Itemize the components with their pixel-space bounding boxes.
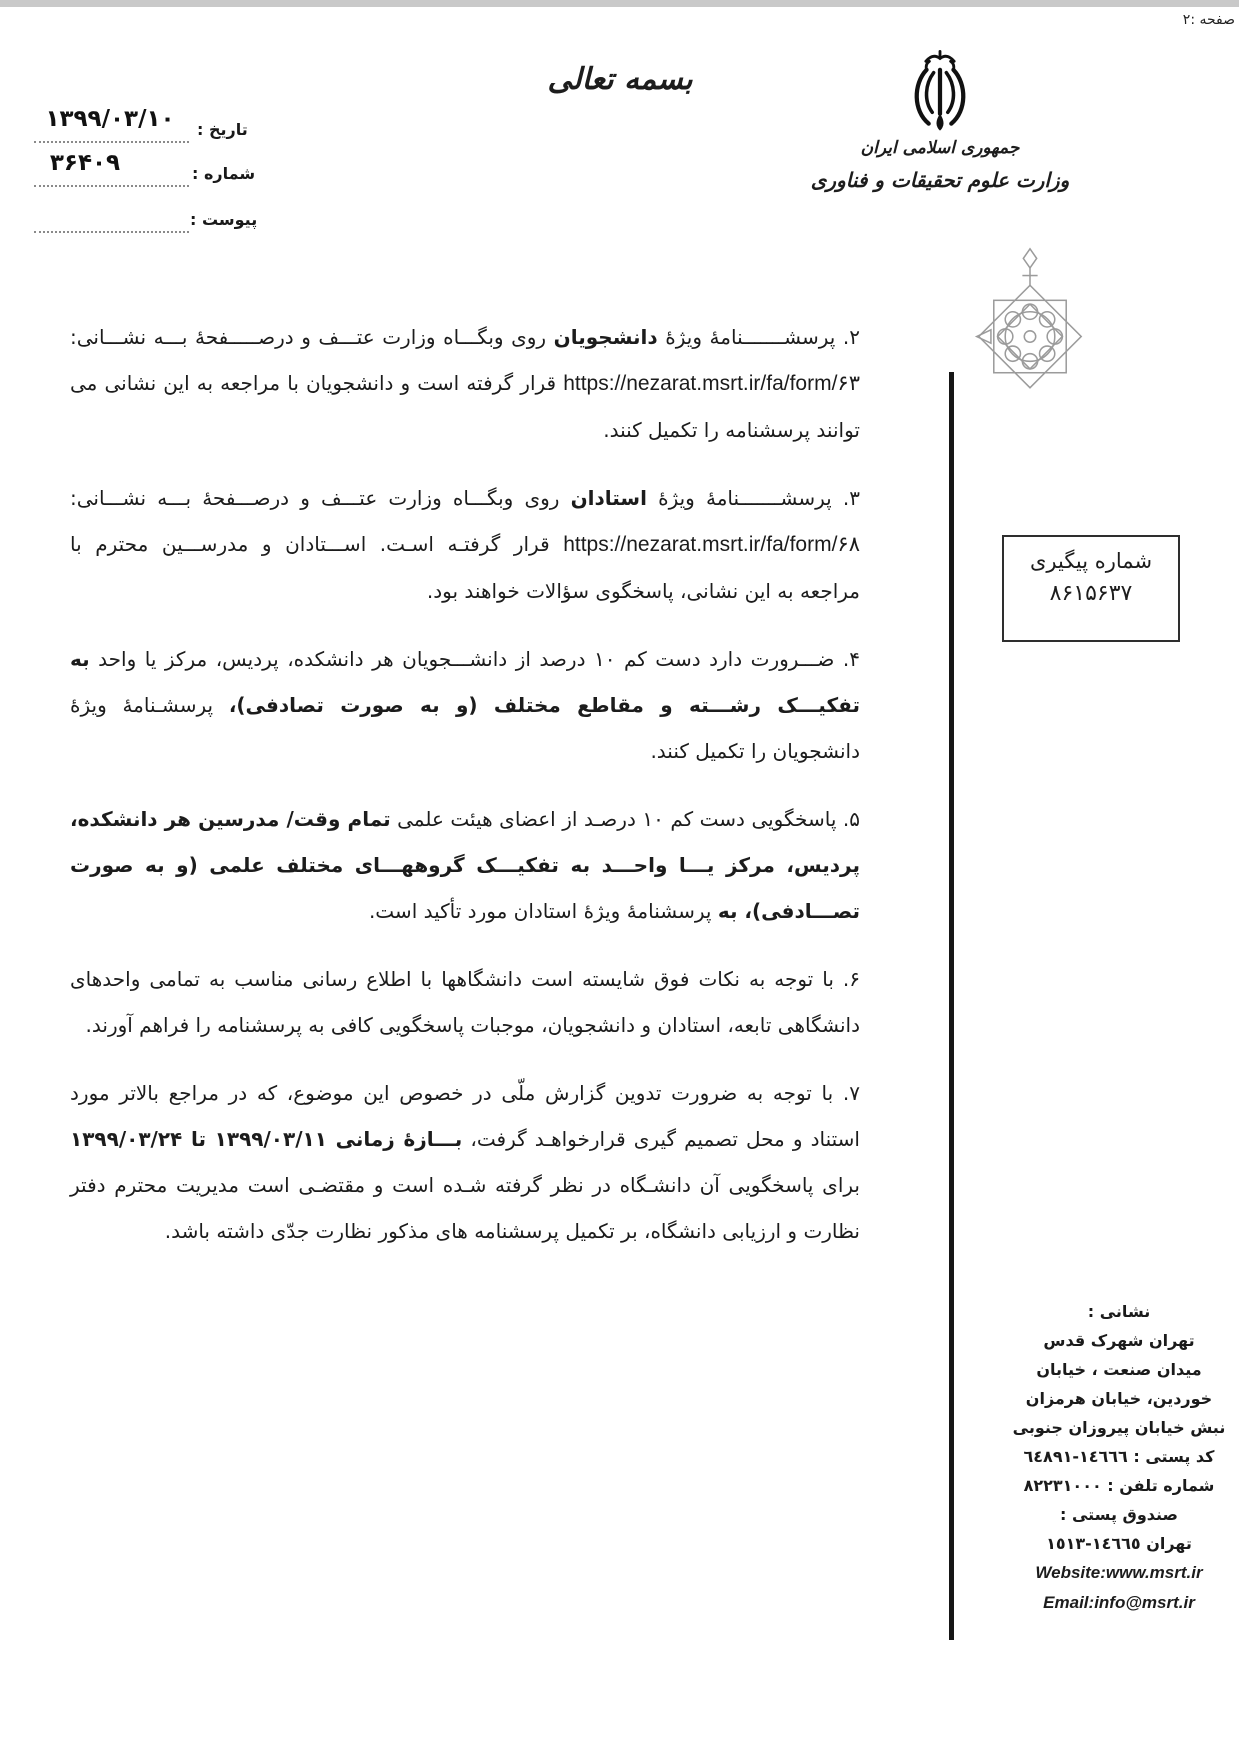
text-segment: ۲. پرسشـــــــنامۀ ویژۀ — [657, 325, 860, 349]
address-line — [1002, 1384, 1236, 1413]
text-segment: قرار گرفته است و دانشجویان با مراجعه به این نشانی می توانند پرسشنامه را تکمیل کنند. — [70, 371, 860, 442]
address-line — [1002, 1442, 1236, 1471]
text-segment: میدان صنعت ، خیابان — [1036, 1360, 1202, 1379]
footer-address-lines — [1002, 1297, 1236, 1558]
email-line: Email:info@msrt.ir — [1043, 1593, 1195, 1612]
paragraph — [70, 956, 860, 1048]
number-value: ۳۶۴۰۹ — [49, 150, 121, 176]
text-segment: صندوق پستی : — [1059, 1505, 1179, 1524]
number-dotted-line — [34, 185, 189, 187]
text-segment: دانشجویان — [553, 325, 658, 349]
text-segment: ۵. پاسخگویی دست کم ۱۰ درصـد از اعضای هیئت علمی — [390, 807, 860, 831]
tracking-box — [1002, 535, 1180, 642]
paragraph — [70, 1070, 860, 1254]
text-segment: برای پاسخگویی آن دانشـگاه در نظر گرفته شـده است و مقتضـی است مدیریت محترم دفتر نظارت و ارزیابی دانشگاه، بر تکمیل پرسشنامه های مذکور نظارت جدّی داشته باشد. — [70, 1173, 860, 1243]
attachment-label: پیوست : — [190, 210, 258, 229]
text-segment: استادان — [570, 486, 647, 510]
paragraph — [70, 796, 860, 934]
text-segment: روی وبگـــاه وزارت عتـــف و درصـــفحۀ بـــه نشـــانی: — [70, 486, 571, 510]
text-segment: تهران شهرک قدس — [1043, 1331, 1195, 1350]
text-segment: ۳. پرسشـــــــنامۀ ویژۀ — [646, 486, 860, 510]
address-line — [1002, 1326, 1236, 1355]
paragraph — [70, 475, 860, 614]
tracking-label: شماره پیگیری — [1029, 549, 1153, 573]
url-text: https://nezarat.msrt.ir/fa/form/۶۸ — [563, 533, 860, 556]
republic-title: جمهوری اسلامی ایران — [860, 138, 1020, 158]
text-segment: به تفکیـــک رشـــته و مقاطع مختلف (و به صورت تصادفی)، — [70, 647, 861, 717]
address-line — [1002, 1529, 1236, 1558]
text-segment: ۷. با توجه به ضرورت تدوین گزارش ملّی در خصوص این موضوع، که در مراجع بالاتر مورد استناد و محل تصمیم گیری قرارخواهـد گرفت، — [70, 1081, 860, 1151]
text-segment: نشانی : — [1087, 1302, 1151, 1321]
page-number-label: صفحه :۲ — [1182, 12, 1235, 28]
text-segment: ۴. ضـــرورت دارد دست کم ۱۰ درصد از دانشـــجویان هر دانشکده، پردیس، مرکز یا واحد — [89, 647, 860, 671]
text-segment: ١٤٦٦٥-١٥١٣ — [1046, 1534, 1141, 1553]
text-segment: شماره تلفن : — [1101, 1476, 1215, 1495]
footer-address — [1002, 1297, 1236, 1618]
text-segment: پرسشنامۀ ویژۀ استادان مورد تأکید است. — [368, 899, 718, 923]
bismillah-calligraphy: بسمه تعالی — [547, 62, 693, 97]
text-segment: ٨٢٢٣١٠٠٠ — [1023, 1476, 1102, 1495]
ministry-title: وزارت علوم تحقیقات و فناوری — [810, 168, 1070, 192]
address-line — [1002, 1297, 1236, 1326]
text-segment: کد پستی : — [1127, 1447, 1215, 1466]
text-segment: قرار گرفتـه اسـت. اســـتادان و مدرســـین محترم با مراجعه به این نشانی، پاسخگوی سؤالات خواهند بود. — [70, 532, 860, 603]
tracking-number: ۸۶۱۵۶۳۷ — [1049, 581, 1133, 606]
scan-edge-artifact — [0, 0, 1239, 7]
text-segment: تهران — [1140, 1534, 1192, 1553]
number-label: شماره : — [192, 164, 256, 183]
date-dotted-line — [34, 141, 189, 143]
text-segment: ١٤٦٦٦-٦٤٨٩١ — [1023, 1447, 1128, 1466]
text-segment: ۶. با توجه به نکات فوق شایسته است دانشگاهها با اطلاع رسانی مناسب به تمامی واحدهای دانشگاهی تابعه، استادان و دانشجویان، موجبات پاسخگویی کافی به پرسشنامه را فراهم آورند. — [70, 967, 860, 1037]
iran-national-emblem-icon — [902, 50, 978, 142]
date-label: تاریخ : — [197, 120, 248, 139]
url-text: https://nezarat.msrt.ir/fa/form/۶۳ — [563, 372, 860, 395]
address-line — [1002, 1355, 1236, 1384]
date-value: ۱۳۹۹/۰۳/۱۰ — [45, 106, 175, 132]
text-segment: خوردین، خیابان هرمزان — [1025, 1389, 1213, 1408]
islamic-star-ornament-icon — [972, 246, 1088, 408]
website-line: Website:www.msrt.ir — [1035, 1563, 1203, 1582]
text-segment: نبش خیابان پیروزان جنوبی — [1012, 1418, 1226, 1437]
text-segment: روی وبگـــاه وزارت عتـــف و درصـــــفحۀ بـــه نشـــانی: — [70, 325, 554, 349]
attachment-dotted-line — [34, 231, 189, 233]
address-line — [1002, 1413, 1236, 1442]
paragraph — [70, 314, 860, 453]
text-segment: پرسشـنامۀ ویژۀ دانشجویان را تکمیل کنند. — [70, 693, 860, 763]
text-segment: تمام وقت/ مدرسین هر دانشکده، پردیس، مرکز یـــا واحـــد به تفکیـــک گروههـــای مختلف علمی (و به صورت تصـــادفی)، به — [70, 807, 860, 923]
address-line — [1002, 1471, 1236, 1500]
address-line — [1002, 1500, 1236, 1529]
paragraph — [70, 636, 860, 774]
body-paragraphs — [70, 314, 860, 1276]
text-segment: بـــازۀ زمانی ۱۳۹۹/۰۳/۱۱ تا ۱۳۹۹/۰۳/۲۴ — [70, 1127, 463, 1151]
vertical-divider-line — [949, 372, 954, 1640]
